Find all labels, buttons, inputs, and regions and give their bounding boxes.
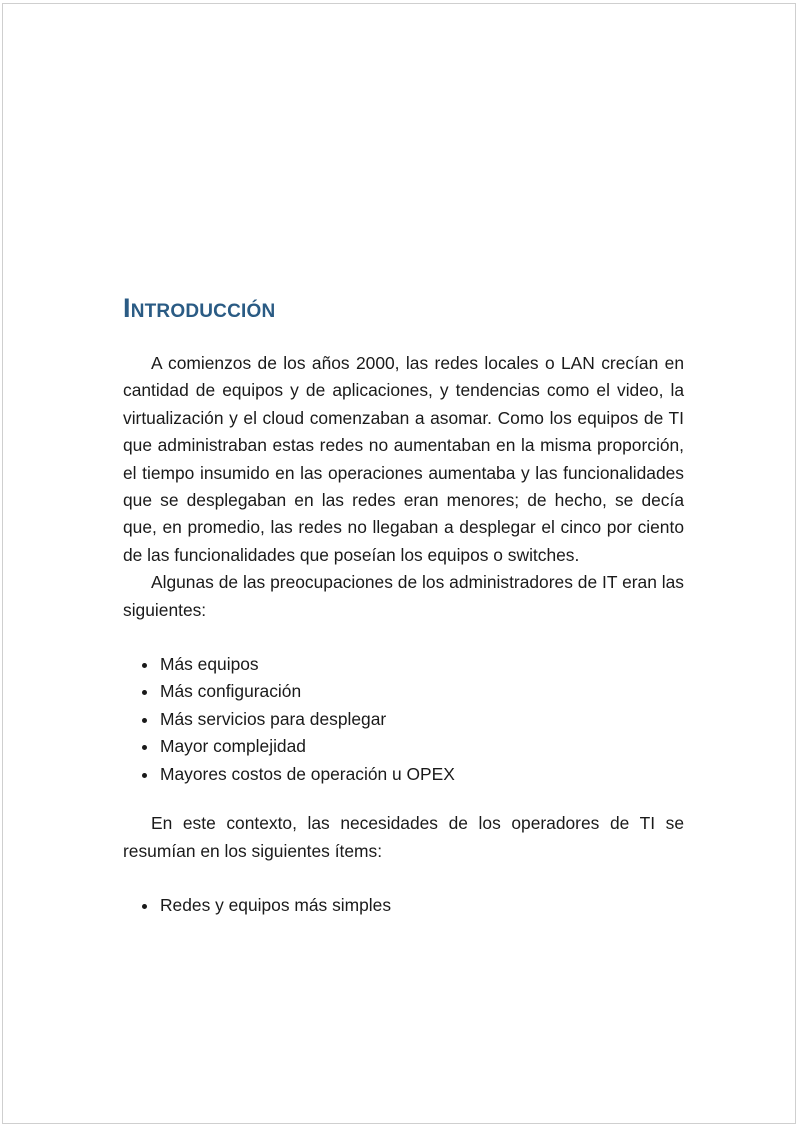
section-heading: Introducción [123, 293, 276, 323]
page-content [123, 288, 684, 919]
bullet-icon [142, 745, 147, 750]
list-item [123, 678, 684, 705]
list-item [123, 733, 684, 760]
bullet-icon [142, 690, 147, 695]
list-item [123, 892, 684, 919]
concerns-list [123, 651, 684, 788]
list-item [123, 651, 684, 678]
list-item [123, 761, 684, 788]
paragraph-needs-intro: En este contexto, las necesidades de los operadores de TI se resumían en los siguientes ítems: [123, 813, 684, 861]
bullet-icon [142, 718, 147, 723]
list-item-text: Más configuración [160, 681, 302, 702]
needs-list [123, 892, 684, 919]
list-item-text: Más equipos [160, 654, 259, 675]
list-item-text: Mayor complejidad [160, 736, 306, 757]
paragraph-intro: A comienzos de los años 2000, las redes locales o LAN crecían en cantidad de equipos y de aplicaciones, y tendencias como el video, la virtualización y el cloud comenzaban a asomar. Como los equipos de TI que administraban estas redes no aumentaban en la misma proporción, el tiempo insumido en las operaciones aumentaba y las funcionalidades que se desplegaban en las redes eran menores; de hecho, se decía que, en promedio, las redes no llegaban a desplegar el cinco por ciento de las funcionalidades que poseían los equipos o switches. [123, 353, 684, 565]
bullet-icon [142, 904, 147, 909]
list-item-text: Más servicios para desplegar [160, 708, 387, 729]
document-page [2, 3, 796, 1124]
list-item-text: Redes y equipos más simples [160, 894, 392, 915]
list-item-text: Mayores costos de operación u OPEX [160, 763, 455, 784]
bullet-icon [142, 663, 147, 668]
paragraph-concerns-intro: Algunas de las preocupaciones de los administradores de IT eran las siguientes: [123, 572, 684, 620]
list-item [123, 706, 684, 733]
bullet-icon [142, 773, 147, 778]
